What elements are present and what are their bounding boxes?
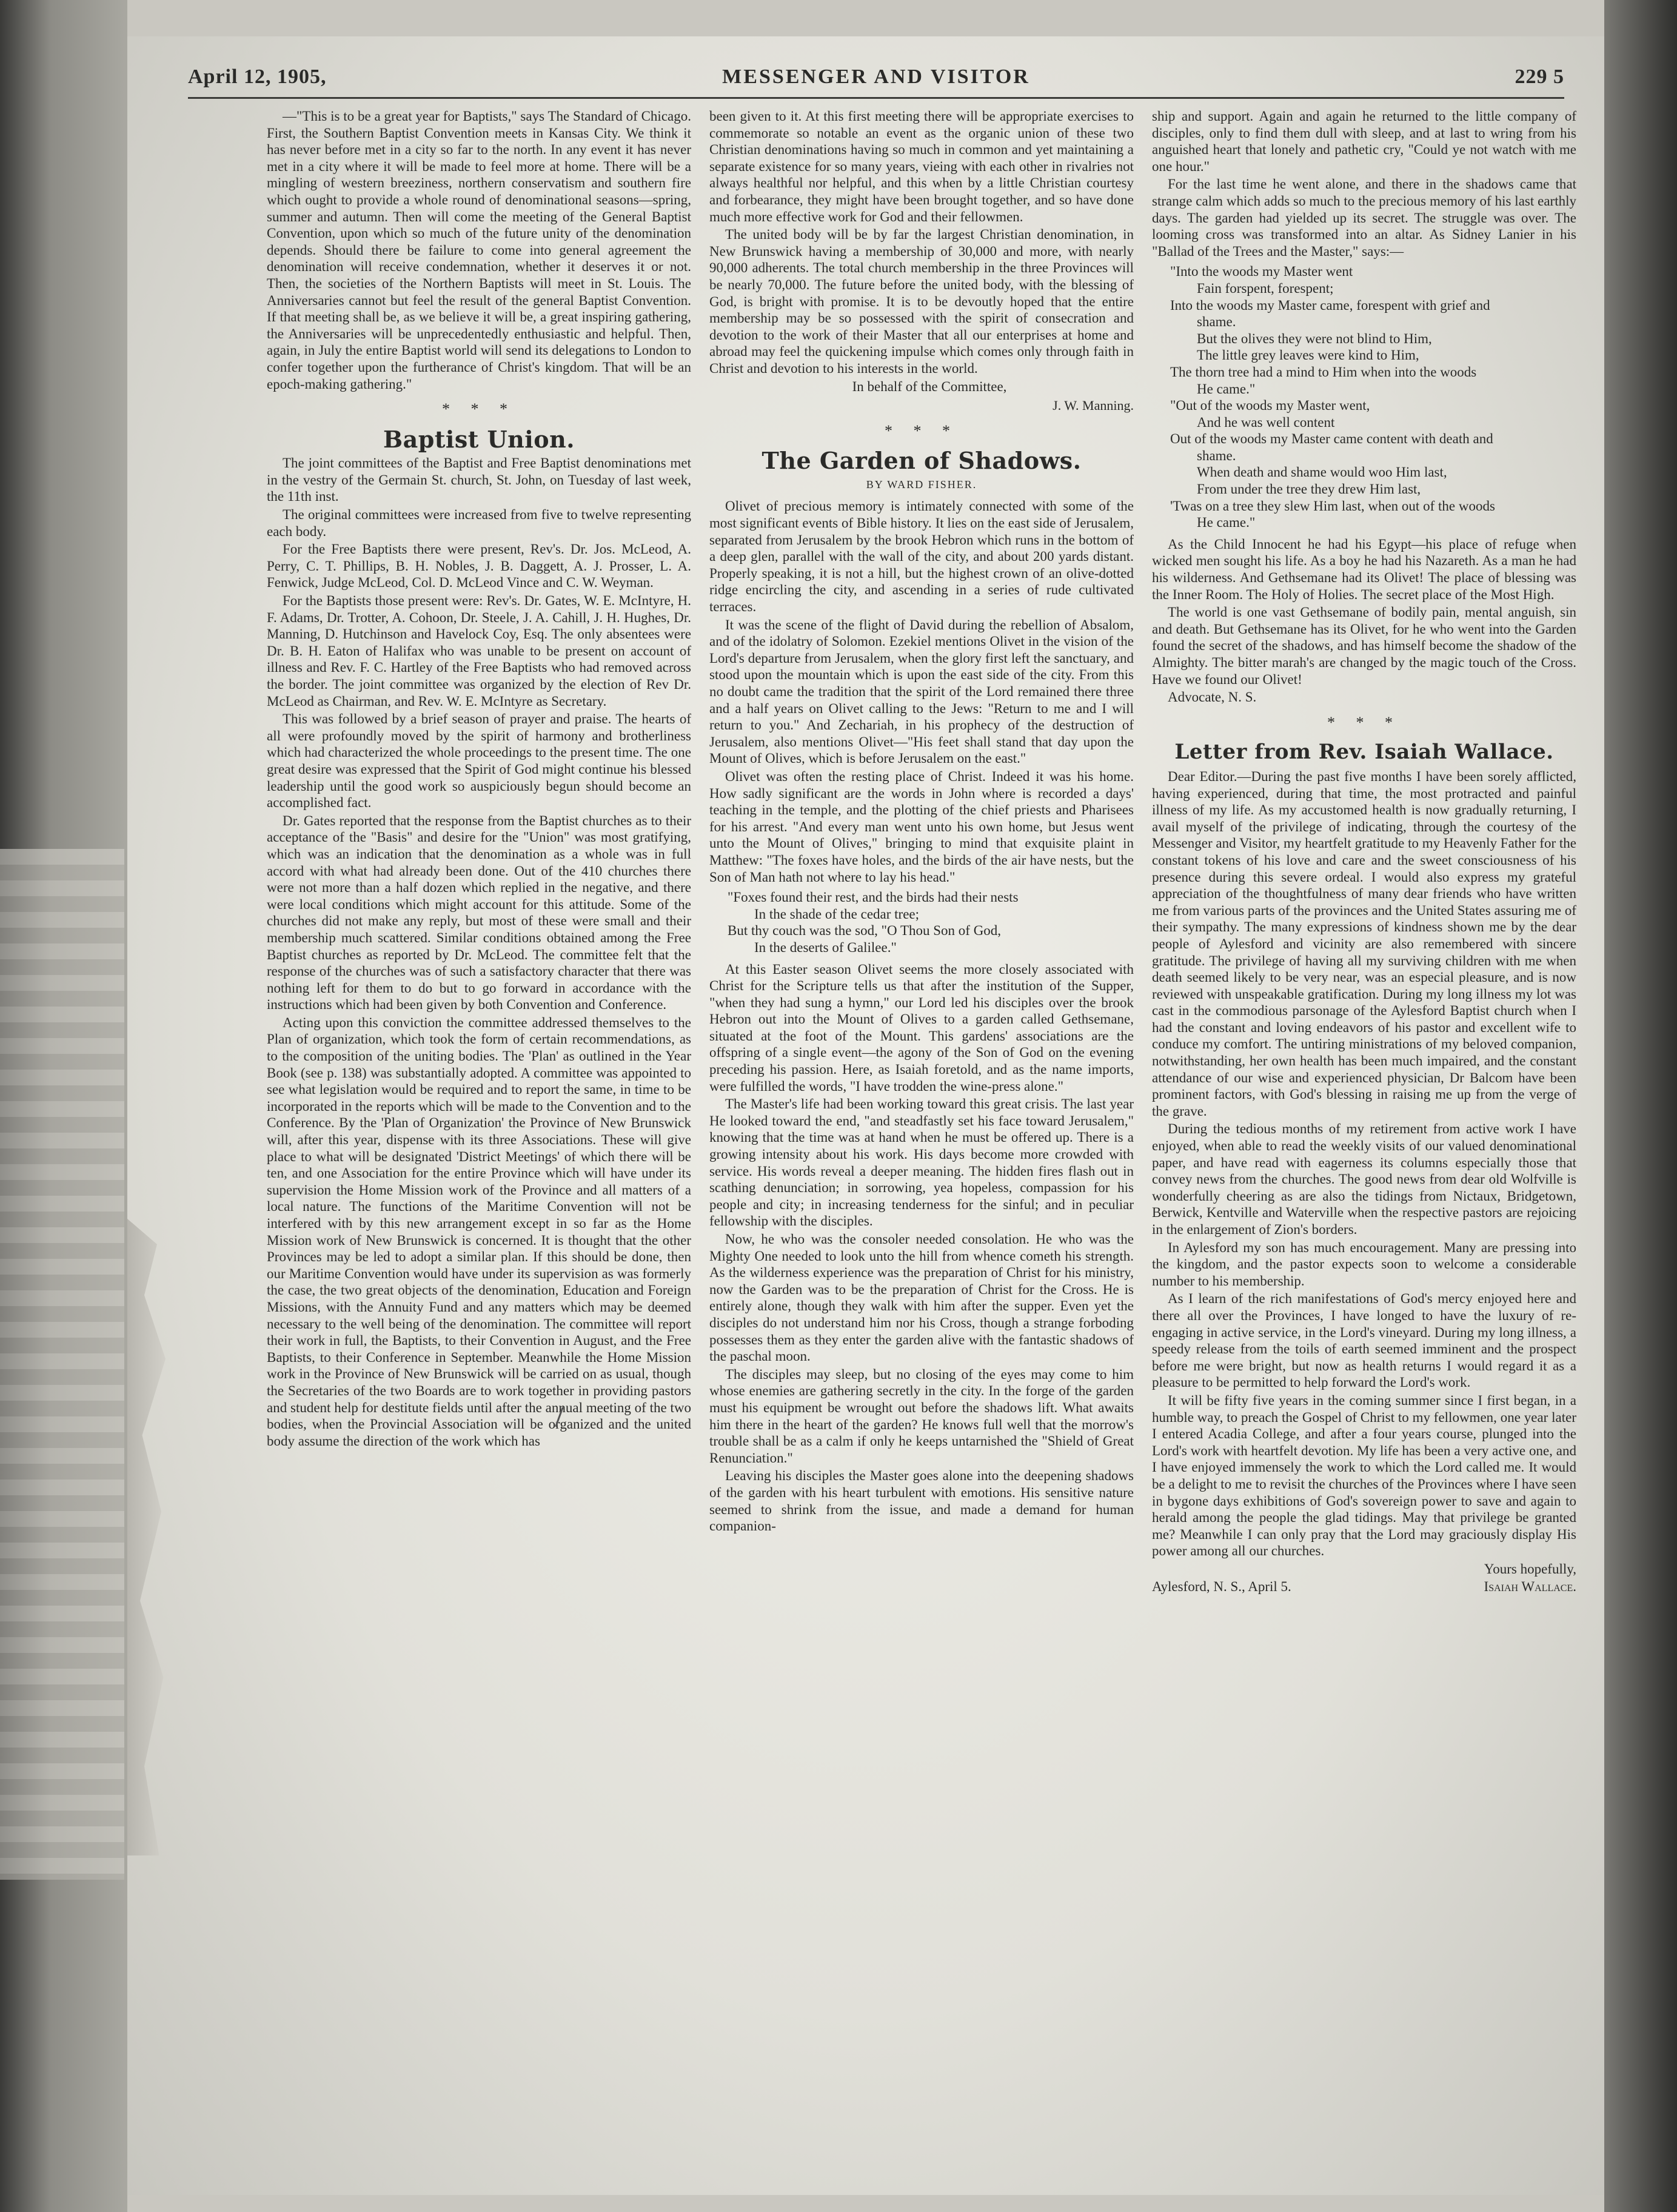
letter-dateline: Aylesford, N. S., April 5.: [1152, 1579, 1291, 1595]
byline: BY WARD FISHER.: [866, 478, 977, 491]
article-paragraph: It was the scene of the flight of David during the rebellion of Absalom, and of the idolatry of Solomon. Ezekiel mentions Olivet in the vision of the Lord's departure from Jerusalem, when the glory first left the sanctuary, and stood upon the mountain which is upon the east side of the city. From this no doubt came the tradition that the spirit of the Lord remained there three and a half years on Olivet calling to the Jews: "Return to me and I will return to you." And Zechariah, in his prophecy of the destruction of Jerusalem, also mentions Olivet—"His feet shall stand that day upon the Mount of Olives, which is before Jerusalem on the east.": [709, 617, 1134, 766]
garden-paragraph: As the Child Innocent he had his Egypt—his place of refuge when wicked men sought his life. As a boy he had his Nazareth. As a man he had his wilderness. And Gethsemane had its Olivet! The place of blessing was the Inner Room. The Holy of Holies. The secret place of the Most High.: [1152, 536, 1576, 602]
torn-edge: [127, 1219, 170, 1855]
article-heading-letter-wallace: Letter from Rev. Isaiah Wallace.: [1174, 740, 1554, 765]
poem-line: He came.": [1197, 515, 1256, 531]
poem-line: He came.": [1197, 381, 1256, 397]
poem-line: Into the woods my Master came, forespent with grief and: [1170, 297, 1490, 313]
poem-ballad-of-trees: [1170, 263, 1576, 531]
issue-date: April 12, 1905,: [188, 65, 327, 88]
column-2: [709, 108, 1134, 2157]
poem-line: From under the tree they drew Him last,: [1197, 481, 1421, 497]
page-number: 229 5: [1515, 65, 1564, 88]
section-separator: * * *: [442, 400, 516, 418]
poem-line: When death and shame would woo Him last,: [1197, 464, 1447, 480]
article-paragraph: Now, he who was the consoler needed consolation. He who was the Mighty One needed to look unto the hill from whence cometh his strength. As the wilderness experience was the preparation of Christ for his ministry, now the Garden was to be the preparation of Christ for the Cross. He is entirely alone, though they walk with him after the supper. Even yet the disciples do not understand him nor his Cross, though a strange forboding possesses them as they enter the garden alive with the fantastic shadows of the paschal moon.: [709, 1232, 1134, 1364]
garden-continued-paragraph: ship and support. Again and again he returned to the little company of disciples, only to find them dull with sleep, and at last to wring from his anguished heart that lonely and pathetic cry, "Could ye not watch with me one hour.": [1152, 109, 1576, 174]
union-continued-paragraph: been given to it. At this first meeting there will be appropriate exercises to commemorate so notable an event as the organic union of these two Christian denominations having so much in common and yet maintaining a separate existence for so many years, vieing with each other in rivalries not always healthful nor helpful, and this when by a little Christian courtesy and forbearance, they might have been brought together, and so have done much more effective work for God and their fellowmen.: [709, 109, 1134, 224]
article-paragraph: For the Free Baptists there were present, Rev's. Dr. Jos. McLeod, A. Perry, C. T. Phillips, B. H. Nobles, J. B. Daggett, A. J. Prosser, L. A. Fenwick, Judge McLeod, Col. D. McLeod Vince and C. W. Weyman.: [267, 541, 691, 591]
poem-line: "Out of the woods my Master went,: [1170, 398, 1370, 414]
letter-paragraph: During the tedious months of my retirement from active work I have enjoyed, when able to read the weekly visits of our valued denominational paper, and have read with eagerness its columns especially those that convey news from the churches. The good news from dear old Wolfville is wonderfully cheering as are also the tidings from Nictaux, Bridgetown, Berwick, Kentville and Waterville when the respective pastors are rejoicing in the enlargement of Zion's borders.: [1152, 1121, 1576, 1237]
letter-paragraph: As I learn of the rich manifestations of God's mercy enjoyed here and there all over the Provinces, I have longed to have the luxury of re-engaging in active service, in the Lord's vineyard. During my long illness, a speedy release from the toils of earth seemed imminent and the prospect before me were bright, but now as health returns I would regard it as a pleasure to be permitted to help forward the Lord's work.: [1152, 1291, 1576, 1390]
letter-signature: Isaiah Wallace.: [1484, 1579, 1576, 1595]
poem-foxes: [728, 889, 1134, 956]
letter-paragraph: In Aylesford my son has much encouragement. Many are pressing into the kingdom, and the pastor expects soon to welcome a considerable number to his membership.: [1152, 1239, 1576, 1289]
garden-paragraph: For the last time he went alone, and there in the shadows came that strange calm which adds so much to the precious memory of his last earthly days. The garden had yielded up its secret. The struggle was over. The looming cross was transformed into an altar. As Sidney Lanier in his "Ballad of the Trees and the Master," says:—: [1152, 176, 1576, 259]
section-separator: * * *: [885, 421, 959, 440]
article-paragraph: Olivet of precious memory is intimately connected with some of the most significant events of Bible history. It lies on the east side of Jerusalem, separated from Jerusalem by the brook Hebron which runs in the bottom of a deep glen, parallel with the wall of the city, and about 200 yards distant. Properly speaking, it is not a hill, but the highest crown of an olive-dotted ridge encircling the city, and ascending in a series of rude cultivated terraces.: [709, 498, 1134, 615]
standard-quote-paragraph: —"This is to be a great year for Baptists," says The Standard of Chicago. First, the Southern Baptist Convention meets in Kansas City. We think it has never before met in a city so far to the north. In any event it has never met in a city where it will be made to feel more at home. There will be a mingling of western breeziness, northern conservatism and southern fire which ought to provide a whole round of denominational seasons—spring, summer and autumn. Then will come the meeting of the General Baptist Convention, upon which so much of the future unity of the denomination depends. Should there be failure to come into general agreement the denomination will receive condemnation, whether it deserves it or not. Then, the societies of the Northern Baptists will meet in St. Louis. The Anniversaries cannot but feel the result of the general Baptist Convention. If that meeting shall be, as we believe it will be, a great inspiring gathering, the Anniversaries will be unprecedentedly enthusiastic and helpful. Then, again, in July the entire Baptist world will send its delegations to London to confer together upon the furtherance of Christ's kingdom. That will be an epoch-making gathering.": [267, 109, 691, 392]
committee-line: In behalf of the Committee,: [852, 378, 1007, 394]
signature-manning: J. W. Manning.: [1053, 398, 1134, 414]
article-paragraph: The disciples may sleep, but no closing of the eyes may come to him whose enemies are gathering secretly in the city. In the forge of the garden must his equipment be wrought out before the shadows lift. What awaits him there in the heart of the garden? He knows full well that the morrow's trouble shall be as a calm if only he keeps untarnished the "Shield of Great Renunciation.": [709, 1366, 1134, 1466]
article-heading-garden-of-shadows: The Garden of Shadows.: [762, 447, 1082, 475]
letter-closing: Yours hopefully,: [1484, 1561, 1576, 1577]
letter-paragraph: Dear Editor.—During the past five months I have been sorely afflicted, having experienced, during that time, the most protracted and painful illness of my life. As my accustomed health is now gradually returning, I avail myself of the privilege of indicating, through the courtesy of the Messenger and Visitor, my heartfelt gratitude to my Heavenly Father for the constant tokens of his love and care and the sweet consciousness of his presence during this severe ordeal. I would also express my grateful appreciation of the thoughtfulness of many dear friends who have written me from various parts of the provinces and the United States assuring me of their sympathy. The many expressions of kindness shown me by the dear people of Aylesford and vicinity are also remembered with sincere gratitude. The privilege of having all my surviving children with me when death seemed likely to be very near, was an especial pleasure, and is now reviewed with unspeakable gratification. During my long illness my lot was cast in the commodious parsonage of the Aylesford Baptist church when I had the constant and loving endeavors of his pastor and excellent wife to conduce my comfort. The untiring ministrations of my beloved companion, notwithstanding, her own health has been much impaired, and the constant attendance of our wise and experienced physician, Dr Balcom have been prominent factors, with God's blessing in raising me up from the verge of the grave.: [1152, 768, 1576, 1119]
scan-right-shadow: [1604, 0, 1677, 2212]
article-paragraph: The original committees were increased from five to twelve representing each body.: [267, 507, 691, 539]
publication-title: MESSENGER AND VISITOR: [722, 65, 1030, 88]
union-paragraph: The united body will be by far the largest Christian denomination, in New Brunswick having a membership of 30,000 and more, with nearly 90,000 adherents. The total church membership in the three Provinces will be nearly 70,000. The future before the united body, with the blessing of God, is bright with promise. It is to be devoutly hoped that the entire membership may be so possessed with the spirit of consecration and devotion to the work of their Master that all our enterprises at home and abroad may feel the quickening impulse which comes only through faith in Christ and devotion to his interests in the world.: [709, 227, 1134, 376]
poem-line: In the deserts of Galilee.": [754, 939, 897, 955]
source-credit: Advocate, N. S.: [1168, 689, 1257, 705]
poem-line: Out of the woods my Master came content with death and: [1170, 431, 1493, 447]
article-paragraph: Olivet was often the resting place of Christ. Indeed it was his home. How sadly significant are the words in John where is recorded a days' teaching in the temple, and the plotting of the chief priests and Pharisees for his arrest. "And every man went unto his own home, but Jesus went unto the Mount of Olives," bringing to mind that exquisite plaint in Matthew: "The foxes have holes, and the birds of the air have nests, but the Son of Man hath not where to lay his head.": [709, 768, 1134, 885]
article-paragraph: For the Baptists those present were: Rev's. Dr. Gates, W. E. McIntyre, H. F. Adams, Dr. Trotter, A. Cohoon, Dr. Steele, J. A. Cahill, J. H. Hughes, Dr. Manning, D. Hutchinson and Havelock Coy, Esq. The only absentees were Dr. B. H. Eaton of Halifax who was unable to be present on account of illness and Rev. F. C. Hartley of the Free Baptists who had removed across the border. The joint committee was organized by the election of Rev Dr. McLeod as Chairman, and Rev. W. E. McIntyre as Secretary.: [267, 593, 691, 709]
poem-line: But thy couch was the sod, "O Thou Son of God,: [728, 923, 1002, 939]
poem-line: shame.: [1197, 314, 1236, 330]
poem-line: The thorn tree had a mind to Him when into the woods: [1170, 364, 1477, 380]
poem-line: Fain forspent, forespent;: [1197, 280, 1334, 296]
article-paragraph: The joint committees of the Baptist and Free Baptist denominations met in the vestry of the Germain St. church, St. John, on Tuesday of last week, the 11th inst.: [267, 455, 691, 504]
masthead: [188, 65, 1564, 96]
adjacent-page-strip: [0, 849, 124, 1880]
poem-line: The little grey leaves were kind to Him,: [1197, 347, 1419, 363]
column-1: [267, 108, 691, 2157]
article-heading-baptist-union: Baptist Union.: [383, 425, 575, 453]
article-paragraph: This was followed by a brief season of prayer and praise. The hearts of all were profoundly moved by the spirit of harmony and brotherliness which had characterized the whole proceedings to the present time. The one great desire was expressed that the Spirit of God might continue his blessed leadership until the good work so auspiciously begun should become an accomplished fact.: [267, 711, 691, 811]
column-3: [1152, 108, 1576, 2157]
poem-line: 'Twas on a tree they slew Him last, when out of the woods: [1170, 498, 1495, 514]
article-paragraph: Dr. Gates reported that the response from the Baptist churches as to their acceptance of the "Basis" and desire for the "Union" was most gratifying, which was an indication that the denomination as a whole was in full accord with what had already been done. Out of the 410 churches there were not more than a half dozen which replied in the negative, and there were local conditions which might account for this attitude. Some of the churches did not make any reply, but most of these were small and their membership much scattered. Similar conditions obtained among the Free Baptist churches as reported by Dr. McLeod. The committee felt that the response of the churches was of such a satisfactory character that there was nothing left for them to do but to go forward in accordance with the instructions which had been given by both Convention and Conference.: [267, 813, 691, 1013]
article-paragraph: At this Easter season Olivet seems the more closely associated with Christ for the Scripture tells us that after the institution of the Supper, "when they had sung a hymn," our Lord led his disciples over the brook Hebron out into the Mount of Olives to a garden called Gethsemane, situated at the foot of the Mount. This gardens' associations are the offspring of a single event—the agony of the Son of God on the evening preceding his passion. Here, as Isaiah foretold, and as the name imports, were fulfilled the words, "I have trodden the wine-press alone.": [709, 961, 1134, 1094]
poem-line: "Foxes found their rest, and the birds had their nests: [728, 890, 1019, 905]
letter-paragraph: It will be fifty five years in the coming summer since I first began, in a humble way, to preach the Gospel of Christ to my fellowmen, one year later I entered Acadia College, and after a four years course, plunged into the Lord's work with heartfelt devotion. My life has been a very active one, and I have enjoyed immensely the work to which the Lord called me. It would be a delight to me to revisit the churches of the Provinces where I have seen in bygone days exhibitions of God's sovereign power to save and again to herald among the people the glad tidings. May that privilege be granted me? Meanwhile I can only pray that the Lord may graciously display His power among all our churches.: [1152, 1392, 1576, 1559]
masthead-rule: [188, 97, 1564, 99]
poem-line: "Into the woods my Master went: [1170, 264, 1353, 280]
poem-line: shame.: [1197, 447, 1236, 463]
article-paragraph: Leaving his disciples the Master goes alone into the deepening shadows of the garden with his heart turbulent with emotions. His sensitive nature seemed to shrink from the issue, and made a demand for human companion-: [709, 1468, 1134, 1534]
letter-dateline-row: [1152, 1578, 1576, 1595]
poem-line: But the olives they were not blind to Him,: [1197, 330, 1432, 346]
garden-paragraph: The world is one vast Gethsemane of bodily pain, mental anguish, sin and death. But Gethsemane has its Olivet, for he who went into the Garden found the secret of the shadows, and has himself become the shadow of the Almighty. The bitter marah's are changed by the magic touch of the Cross. Have we found our Olivet!: [1152, 605, 1576, 687]
article-paragraph: Acting upon this conviction the committee addressed themselves to the Plan of organization, which took the form of certain recommendations, as to the composition of the uniting bodies. The 'Plan' as outlined in the Year Book (see p. 138) was substantially adopted. A committee was appointed to see what legislation would be required and to report the same, in time to be incorporated in the reports which will be made to the Convention and to the Conference. By the 'Plan of Organization' the Province of New Brunswick will, after this year, dispense with its three Associations. These will give place to what will be designated 'District Meetings' of which there will be ten, and one Association for the entire Province which will have under its supervision the Home Mission work of the Province and all matters of a local nature. The functions of the Maritime Convention will not be interfered with by this new arrangement except in so far as the Home Mission work of New Brunswick is concerned. It is thought that the other Provinces may be led to adopt a similar plan. If this should be done, then our Maritime Convention would have under its supervision as was formerly the case, the two great objects of the denomination, Education and Foreign Missions, with the Annuity Fund and any matters which may be deemed necessary to the well being of the denomination. The committee will report their work in full, the Baptists, to their Convention in August, and the Free Baptists, to their Conference in September. Meanwhile the Home Mission work in the Province of New Brunswick will be carried on as usual, though the Secretaries of the two Boards are to work together in providing pastors and student help for destitute fields until after the annual meeting of the two bodies, when the Provincial Association will be organized and the united body assume the direction of the work which has: [267, 1014, 691, 1449]
poem-line: And he was well content: [1197, 414, 1335, 430]
article-paragraph: The Master's life had been working toward this great crisis. The last year He looked toward the end, "and steadfastly set his face toward Jerusalem," knowing that the time was at hand when he must be offered up. There is a growing intensity about his work. His days become more crowded with service. His words reveal a deeper meaning. The hidden fires flash out in scathing denunciation; in sorrowing, yea hopeless, compassion for his people and city; in increasing tenderness for the sinful; and in peculiar fellowship with the disciples.: [709, 1096, 1134, 1229]
section-separator: * * *: [1327, 713, 1401, 731]
poem-line: In the shade of the cedar tree;: [754, 906, 920, 922]
